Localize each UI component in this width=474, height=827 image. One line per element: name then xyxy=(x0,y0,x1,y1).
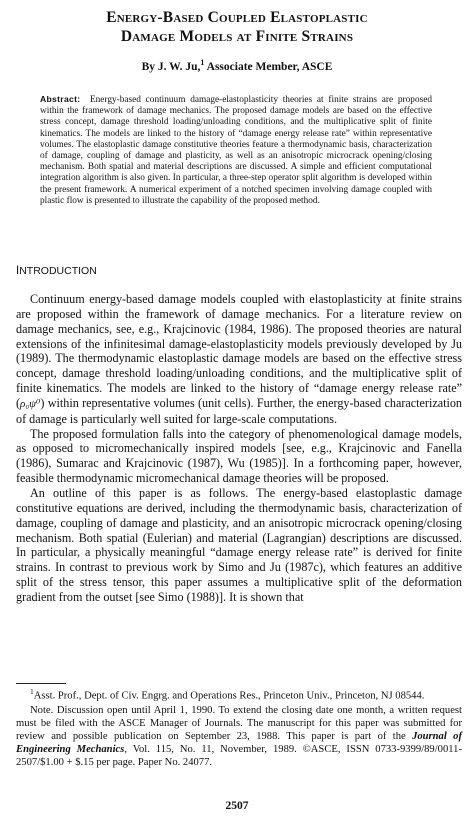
page-number: 2507 xyxy=(225,800,249,812)
publication-note-part-b: , Vol. 115, No. 11, November, 1989. ©ASCE, ISSN 0733-9399/89/0011-2507/$1.00 + $.15 per page. Paper No. 24077. xyxy=(16,744,462,769)
damage-energy-symbol: ρ₀ψ⁰ xyxy=(20,397,41,410)
abstract-text: Energy-based continuum damage-elastoplasticity theories at finite strains are proposed within the framework of damage mechanics. The proposed damage models are based on the effective stress concept, damage threshold loading/unloading conditions, and the multiplicative split of finite kinematics. The models are linked to the history of “damage energy release rate” within representative volumes. The elastoplastic damage constitutive theories feature a thermodynamic basis, characterization of damage, coupling of damage and plasticity, as well as an anisotropic microcrack opening/closing mechanism. Both spatial and material descriptions are discussed. A simple and efficient computational integration algorithm is also given. In particular, a three-step operator split algorithm is developed within the present framework. A numerical experiment of a notched specimen involving damage coupled with plastic flow is presented to illustrate the capability of the proposed method. xyxy=(40,95,432,206)
author-line xyxy=(0,55,474,75)
footnote-1-text: Asst. Prof., Dept. of Civ. Engrg. and Operations Res., Princeton Univ., Princeton, NJ 08544. xyxy=(33,690,425,702)
footnote-divider xyxy=(16,683,66,684)
author-name: By J. W. Ju, xyxy=(141,60,201,73)
paper-title-line-2: Damage Models at Finite Strains xyxy=(120,28,354,45)
paper-title-line-1: Energy-Based Coupled Elastoplastic xyxy=(106,9,368,26)
abstract-label: Abstract: xyxy=(40,94,81,104)
footnotes xyxy=(16,686,462,770)
section-heading-introduction xyxy=(16,265,97,278)
footnote-1-mark: 1 xyxy=(30,687,34,696)
section-heading-initial: I xyxy=(16,265,20,277)
abstract xyxy=(40,94,432,207)
body-paragraph-1-part-a: Continuum energy-based damage models coupled with elastoplasticity at finite strains are proposed within the framework of damage mechanics. For a literature review on damage mechanics, see, e.g., Krajcinovic (1984, 1986). The proposed theories are natural extensions of the infinitesimal damage-elastoplasticity models previously developed by Ju (1989). The thermodynamic elastoplastic damage models are based on the effective stress concept, damage threshold loading/unloading conditions, and the multiplicative split of finite kinematics. The models are linked to the history of “damage energy release rate” ( xyxy=(16,292,462,410)
publication-note-part-a: Note. Discussion open until April 1, 1990. To extend the closing date one month, a written request must be filed with the ASCE Manager of Journals. The manuscript for this paper was submitted for review and possible publication on September 23, 1988. This paper is part of the xyxy=(16,705,462,743)
body-paragraph-2: The proposed formulation falls into the category of phenomenological damage models, as opposed to micromechanically inspired models [see, e.g., Krajcinovic and Fanella (1986), Sumarac and Krajcinovic (1987), Wu (1985)]. In a forthcoming paper, however, feasible thermodynamic micromechanical damage theories will be proposed. xyxy=(16,426,462,486)
publication-note xyxy=(16,705,462,770)
body-paragraph-1 xyxy=(16,292,462,427)
body-text xyxy=(16,292,462,605)
body-paragraph-1-part-b: ) within representative volumes (unit cells). Further, the energy-based characterization of damage is particularly well suited for large-scale computations. xyxy=(16,395,462,426)
section-heading-rest: NTRODUCTION xyxy=(19,265,97,277)
body-paragraph-3: An outline of this paper is as follows. The energy-based elastoplastic damage constitutive equations are derived, including the thermodynamic basis, characterization of damage, coupling of damage and plasticity, and an anisotropic microcrack opening/closing mechanism. Both spatial (Eulerian) and material (Lagrangian) descriptions are discussed. In particular, a physically meaningful “damage energy release rate” is derived for finite strains. In contrast to previous work by Simo and Ju (1987c), which features an additive split of the stress tensor, this paper assumes a multiplicative split of the deformation gradient from the outset [see Simo (1988)]. It is shown that xyxy=(16,485,462,604)
journal-name: Journal of Engineering Mechanics xyxy=(16,731,462,756)
author-footnote-mark: 1 xyxy=(200,58,205,67)
author-affiliation: Associate Member, ASCE xyxy=(204,60,333,73)
footnote-1 xyxy=(16,686,462,703)
